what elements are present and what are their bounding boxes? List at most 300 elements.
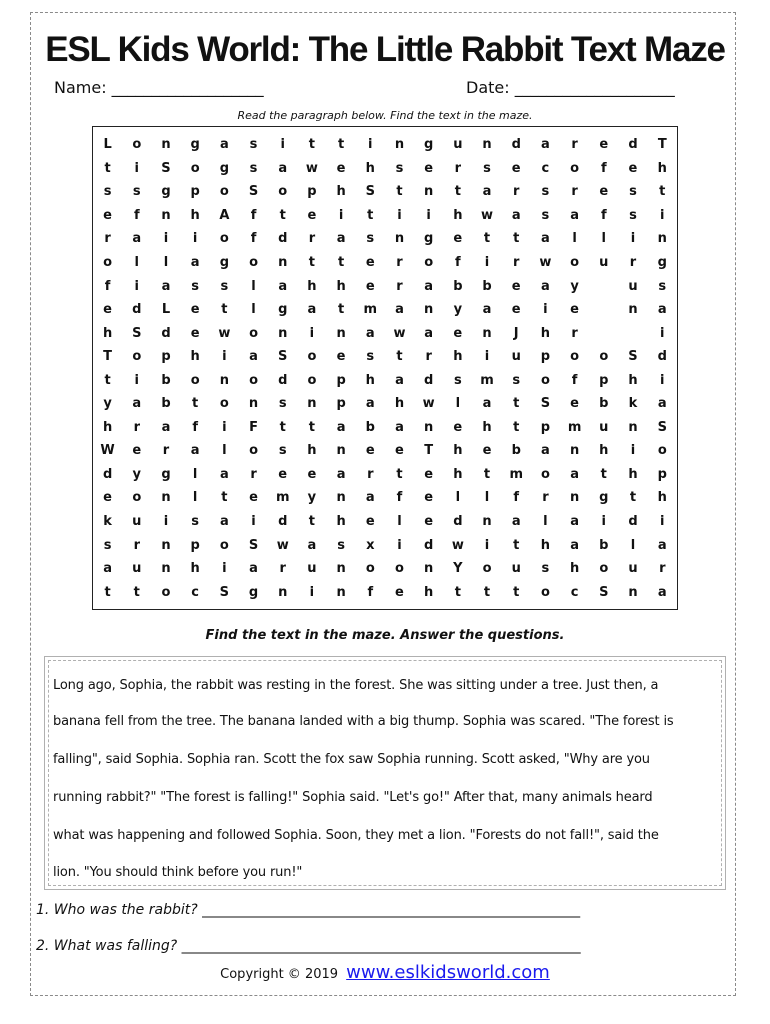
- maze-cell: S: [278, 349, 288, 365]
- maze-cell: n: [424, 302, 434, 318]
- maze-row: [93, 321, 677, 345]
- maze-cell: o: [307, 372, 317, 388]
- maze-cell: b: [599, 537, 609, 553]
- maze-cell: i: [134, 372, 140, 388]
- maze-cell: t: [396, 466, 403, 482]
- maze-cell: f: [571, 372, 578, 388]
- maze-cell: n: [161, 490, 171, 506]
- maze-cell: n: [336, 561, 346, 577]
- maze-cell: u: [511, 349, 521, 365]
- maze-cell: b: [511, 443, 521, 459]
- maze-cell: s: [103, 184, 112, 200]
- maze-cell: s: [541, 561, 550, 577]
- maze-cell: e: [336, 349, 346, 365]
- maze-cell: i: [163, 514, 169, 530]
- maze-cell: u: [511, 561, 521, 577]
- maze-cell: i: [484, 255, 490, 270]
- maze-cell: n: [278, 325, 288, 341]
- maze-cell: s: [366, 349, 375, 365]
- maze-cell: t: [337, 137, 345, 153]
- maze-cell: a: [657, 302, 667, 318]
- maze-cell: g: [161, 466, 171, 482]
- maze-cell: s: [278, 443, 287, 459]
- maze-cell: t: [513, 396, 520, 412]
- maze-cell: i: [426, 207, 431, 223]
- maze-cell: o: [161, 584, 171, 600]
- maze-cell: e: [570, 396, 579, 412]
- maze-cell: a: [132, 231, 142, 247]
- maze-cell: b: [161, 372, 171, 388]
- maze-cell: h: [102, 419, 113, 435]
- maze-cell: l: [397, 514, 402, 530]
- maze-cell: t: [308, 137, 316, 153]
- maze-cell: l: [455, 396, 461, 412]
- maze-cell: a: [511, 514, 521, 530]
- maze-cell: d: [161, 325, 171, 341]
- maze-cell: a: [657, 584, 667, 600]
- copyright: [0, 962, 770, 983]
- maze-cell: s: [191, 278, 200, 294]
- maze-cell: a: [570, 514, 579, 530]
- maze-cell: t: [513, 231, 520, 247]
- maze-cell: l: [222, 443, 227, 459]
- maze-cell: s: [629, 207, 637, 223]
- maze-cell: h: [540, 325, 551, 341]
- maze-cell: l: [192, 466, 198, 482]
- maze-cell: n: [336, 584, 346, 600]
- maze-cell: y: [307, 490, 317, 506]
- maze-cell: Y: [453, 561, 463, 577]
- maze-cell: e: [599, 184, 609, 200]
- maze-cell: p: [161, 349, 171, 365]
- maze-cell: [589, 274, 618, 298]
- maze-cell: g: [248, 584, 259, 600]
- maze-cell: i: [601, 514, 607, 530]
- maze-cell: e: [278, 466, 288, 482]
- maze-cell: b: [482, 278, 492, 294]
- maze-cell: o: [307, 349, 317, 365]
- maze-cell: t: [513, 419, 520, 435]
- maze-cell: h: [190, 207, 200, 223]
- maze-cell: d: [628, 514, 638, 530]
- maze-cell: r: [571, 325, 578, 341]
- question-2[interactable]: 2. What was falling? _________________________________________________________: [36, 938, 581, 954]
- maze-cell: t: [104, 584, 111, 600]
- maze-cell: g: [161, 184, 171, 200]
- maze-cell: S: [657, 419, 667, 435]
- maze-cell: n: [424, 419, 434, 435]
- maze-cell: o: [219, 537, 229, 553]
- maze-cell: h: [336, 184, 346, 200]
- maze-cell: a: [249, 349, 258, 365]
- question-1[interactable]: 1. Who was the rabbit? ______________________________________________________: [36, 902, 581, 918]
- questions-instruction: Find the text in the maze. Answer the questions.: [205, 628, 565, 643]
- maze-row: [93, 533, 677, 557]
- maze-cell: e: [453, 325, 463, 341]
- maze-cell: n: [482, 137, 492, 153]
- maze-cell: l: [543, 514, 548, 530]
- paragraph-line: running rabbit?" "The forest is falling!" Sophia said. "Let's go!" After that, many animals heard: [53, 790, 653, 805]
- maze-cell: u: [307, 561, 317, 577]
- maze-row: [93, 439, 677, 463]
- maze-cell: t: [483, 231, 491, 247]
- maze-cell: u: [628, 278, 638, 294]
- date-field[interactable]: Date: ____________________: [466, 78, 675, 97]
- maze-cell: t: [221, 302, 228, 318]
- maze-cell: r: [396, 255, 403, 270]
- maze-cell: a: [482, 184, 492, 200]
- maze-cell: S: [540, 396, 551, 412]
- maze-cell: h: [365, 372, 375, 388]
- website-link[interactable]: www.eslkidsworld.com: [346, 962, 550, 983]
- maze-cell: t: [454, 184, 461, 200]
- maze-cell: e: [103, 302, 112, 318]
- maze-cell: t: [279, 419, 286, 435]
- maze-cell: r: [513, 255, 520, 270]
- maze-cell: a: [365, 325, 375, 341]
- maze-row: [93, 416, 677, 440]
- maze-cell: h: [569, 561, 580, 577]
- maze-cell: i: [397, 537, 402, 553]
- maze-cell: s: [278, 396, 287, 412]
- maze-cell: e: [249, 490, 258, 506]
- maze-cell: s: [249, 160, 258, 176]
- maze-cell: a: [365, 396, 375, 412]
- paragraph-line: banana fell from the tree. The banana landed with a big thump. Sophia was scared. "The forest is: [53, 714, 674, 729]
- maze-cell: n: [482, 325, 492, 341]
- maze-cell: e: [336, 160, 346, 176]
- maze-cell: s: [658, 278, 667, 294]
- maze-cell: l: [601, 231, 607, 247]
- maze-row: [93, 510, 677, 534]
- maze-cell: e: [570, 302, 579, 318]
- maze-cell: m: [363, 302, 378, 318]
- maze-cell: o: [190, 372, 200, 388]
- maze-cell: t: [513, 537, 520, 553]
- maze-cell: o: [278, 184, 288, 200]
- maze-cell: b: [453, 278, 463, 294]
- maze-cell: f: [250, 207, 257, 223]
- maze-cell: n: [278, 255, 288, 270]
- maze-cell: l: [251, 278, 256, 294]
- maze-cell: e: [190, 302, 200, 318]
- maze-cell: t: [483, 584, 491, 600]
- maze-cell: p: [336, 372, 346, 388]
- maze-cell: L: [161, 302, 171, 318]
- paragraph-line: Long ago, Sophia, the rabbit was resting in the forest. She was sitting under a tree. Just then, a: [53, 678, 659, 693]
- copyright-text: Copyright © 2019: [220, 967, 339, 982]
- maze-row: [93, 298, 677, 322]
- maze-cell: d: [424, 537, 434, 553]
- maze-cell: d: [278, 231, 288, 247]
- maze-cell: T: [103, 349, 113, 365]
- maze-cell: e: [453, 231, 463, 247]
- maze-cell: a: [132, 396, 142, 412]
- maze-cell: w: [539, 255, 552, 270]
- maze-cell: i: [309, 584, 315, 600]
- maze-cell: i: [368, 137, 373, 153]
- maze-cell: S: [628, 349, 638, 365]
- maze-cell: d: [657, 349, 667, 365]
- maze-cell: i: [660, 514, 665, 530]
- maze-cell: t: [104, 160, 111, 176]
- maze-cell: e: [365, 255, 375, 270]
- maze-cell: w: [218, 325, 231, 341]
- maze-cell: a: [219, 466, 229, 482]
- maze-cell: p: [307, 184, 317, 200]
- maze-cell: t: [483, 466, 491, 482]
- maze-cell: o: [249, 325, 258, 341]
- maze-cell: a: [511, 207, 521, 223]
- maze-cell: t: [659, 184, 666, 200]
- maze-cell: o: [570, 160, 580, 176]
- maze-cell: i: [484, 537, 490, 553]
- maze-cell: l: [455, 490, 461, 506]
- maze-cell: h: [102, 325, 113, 341]
- maze-row: [93, 133, 677, 157]
- maze-cell: h: [599, 443, 609, 459]
- maze-cell: d: [453, 514, 463, 530]
- maze-cell: l: [572, 231, 577, 247]
- maze-cell: i: [660, 207, 665, 223]
- maze-cell: a: [161, 278, 171, 294]
- maze-cell: d: [132, 302, 142, 318]
- maze-cell: o: [190, 160, 200, 176]
- maze-cell: w: [422, 396, 435, 412]
- maze-cell: o: [249, 255, 258, 270]
- maze-cell: S: [248, 184, 259, 200]
- maze-cell: a: [395, 302, 404, 318]
- maze-cell: t: [133, 584, 140, 600]
- maze-cell: h: [453, 349, 463, 365]
- maze-cell: g: [599, 490, 609, 506]
- maze-cell: n: [336, 490, 346, 506]
- maze-cell: r: [659, 561, 666, 577]
- maze-cell: f: [133, 207, 140, 223]
- maze-cell: s: [249, 137, 258, 153]
- maze-cell: h: [394, 396, 405, 412]
- maze-cell: r: [454, 160, 462, 176]
- maze-cell: r: [425, 349, 432, 365]
- maze-cell: p: [336, 396, 346, 412]
- maze-cell: a: [570, 537, 579, 553]
- maze-cell: l: [192, 490, 198, 506]
- maze-cell: e: [103, 207, 112, 223]
- maze-cell: t: [308, 514, 316, 530]
- maze-cell: L: [103, 137, 112, 153]
- maze-cell: a: [278, 278, 288, 294]
- maze-cell: s: [220, 278, 229, 294]
- maze-cell: [589, 321, 618, 345]
- maze-cell: t: [308, 419, 316, 435]
- maze-cell: g: [219, 160, 229, 176]
- maze-cell: h: [307, 278, 317, 294]
- maze-cell: b: [599, 396, 609, 412]
- maze-cell: n: [657, 231, 667, 247]
- maze-cell: g: [219, 255, 229, 270]
- maze-cell: e: [103, 490, 112, 506]
- maze-cell: s: [103, 537, 112, 553]
- maze-cell: m: [480, 372, 494, 388]
- maze-row: [93, 557, 677, 581]
- maze-cell: r: [104, 231, 111, 247]
- maze-cell: f: [513, 490, 520, 506]
- maze-cell: c: [570, 584, 579, 600]
- maze-cell: o: [540, 372, 550, 388]
- maze-cell: o: [657, 443, 667, 459]
- maze-cell: g: [278, 302, 288, 318]
- maze-cell: w: [451, 537, 464, 553]
- maze-cell: n: [628, 584, 638, 600]
- maze-cell: n: [161, 537, 171, 553]
- maze-cell: o: [219, 396, 229, 412]
- maze-cell: p: [599, 372, 609, 388]
- maze-cell: d: [424, 372, 434, 388]
- maze-cell: p: [540, 349, 551, 365]
- maze-cell: e: [424, 490, 434, 506]
- maze-cell: i: [660, 372, 665, 388]
- maze-cell: n: [424, 184, 434, 200]
- maze-cell: i: [251, 514, 256, 530]
- maze-cell: c: [541, 160, 550, 176]
- name-field[interactable]: Name: ___________________: [54, 78, 264, 97]
- maze-cell: o: [570, 255, 580, 270]
- maze-cell: h: [336, 278, 346, 294]
- maze-cell: t: [337, 255, 345, 270]
- maze-cell: s: [512, 372, 521, 388]
- maze-cell: m: [509, 466, 523, 482]
- maze-cell: f: [192, 419, 198, 435]
- maze-cell: h: [190, 561, 200, 577]
- maze-cell: h: [365, 160, 375, 176]
- maze-cell: r: [133, 537, 140, 553]
- maze-cell: S: [599, 584, 609, 600]
- maze-cell: [618, 321, 647, 345]
- maze-cell: s: [483, 160, 491, 176]
- maze-cell: i: [630, 443, 636, 459]
- maze-cell: w: [305, 160, 318, 176]
- maze-cell: t: [192, 396, 199, 412]
- maze-cell: t: [308, 255, 316, 270]
- maze-cell: f: [600, 207, 607, 223]
- maze-cell: y: [132, 466, 142, 482]
- maze-cell: a: [541, 443, 550, 459]
- maze-cell: f: [250, 231, 257, 247]
- maze-cell: W: [100, 443, 115, 459]
- maze-cell: r: [542, 490, 549, 506]
- maze-cell: h: [482, 419, 492, 435]
- maze-cell: s: [541, 207, 550, 223]
- maze-cell: a: [249, 561, 258, 577]
- maze-cell: f: [367, 584, 374, 600]
- maze-cell: o: [103, 255, 113, 270]
- maze-cell: a: [307, 537, 317, 553]
- maze-row: [93, 251, 677, 275]
- maze-cell: o: [424, 255, 434, 270]
- maze-cell: o: [540, 466, 550, 482]
- maze-cell: i: [134, 160, 140, 176]
- maze-cell: p: [657, 466, 667, 482]
- maze-cell: l: [251, 302, 256, 318]
- maze-cell: d: [278, 514, 288, 530]
- maze-cell: t: [337, 302, 345, 318]
- maze-cell: s: [395, 160, 404, 176]
- maze-cell: t: [396, 349, 403, 365]
- maze-cell: e: [365, 278, 375, 294]
- maze-cell: i: [338, 207, 344, 223]
- maze-cell: h: [628, 466, 638, 482]
- maze-cell: t: [104, 372, 111, 388]
- maze-cell: h: [307, 443, 317, 459]
- maze-cell: i: [222, 419, 227, 435]
- maze-row: [93, 157, 677, 181]
- maze-cell: a: [190, 255, 200, 270]
- maze-cell: e: [511, 278, 521, 294]
- maze-row: [93, 345, 677, 369]
- maze-cell: u: [599, 419, 609, 435]
- maze-cell: n: [628, 419, 638, 435]
- word-maze: [92, 126, 678, 610]
- maze-cell: o: [249, 443, 258, 459]
- maze-cell: a: [424, 278, 434, 294]
- maze-cell: i: [163, 231, 169, 247]
- maze-cell: o: [570, 349, 580, 365]
- maze-cell: a: [541, 231, 550, 247]
- maze-cell: i: [397, 207, 402, 223]
- maze-cell: e: [307, 466, 317, 482]
- maze-cell: a: [336, 466, 346, 482]
- maze-cell: F: [249, 419, 258, 435]
- maze-row: [93, 486, 677, 510]
- maze-cell: a: [103, 561, 112, 577]
- maze-cell: S: [161, 160, 171, 176]
- maze-cell: d: [278, 372, 288, 388]
- maze-cell: h: [657, 160, 667, 176]
- maze-cell: r: [162, 443, 170, 459]
- maze-cell: r: [571, 184, 578, 200]
- maze-cell: o: [219, 184, 229, 200]
- maze-row: [93, 463, 677, 487]
- maze-cell: o: [395, 561, 404, 577]
- paragraph-line: falling", said Sophia. Sophia ran. Scott the fox saw Sophia running. Scott asked, "Why are you: [53, 752, 650, 767]
- maze-cell: n: [482, 514, 492, 530]
- maze-cell: h: [628, 372, 638, 388]
- maze-cell: y: [453, 302, 463, 318]
- maze-cell: i: [222, 561, 227, 577]
- maze-cell: b: [161, 396, 171, 412]
- maze-cell: s: [629, 184, 637, 200]
- maze-cell: o: [540, 584, 550, 600]
- maze-row: [93, 392, 677, 416]
- maze-cell: a: [395, 419, 404, 435]
- maze-cell: e: [628, 160, 638, 176]
- maze-cell: n: [161, 561, 171, 577]
- maze-cell: a: [482, 396, 492, 412]
- maze-cell: y: [570, 278, 579, 294]
- maze-cell: p: [540, 419, 551, 435]
- maze-cell: h: [453, 207, 463, 223]
- maze-cell: u: [132, 561, 142, 577]
- maze-cell: g: [424, 231, 434, 247]
- maze-cell: h: [336, 514, 346, 530]
- maze-cell: a: [336, 231, 346, 247]
- maze-cell: s: [366, 231, 375, 247]
- maze-cell: a: [278, 160, 288, 176]
- maze-cell: s: [453, 372, 462, 388]
- maze-cell: e: [365, 443, 375, 459]
- maze-cell: n: [219, 372, 229, 388]
- maze-cell: w: [481, 207, 494, 223]
